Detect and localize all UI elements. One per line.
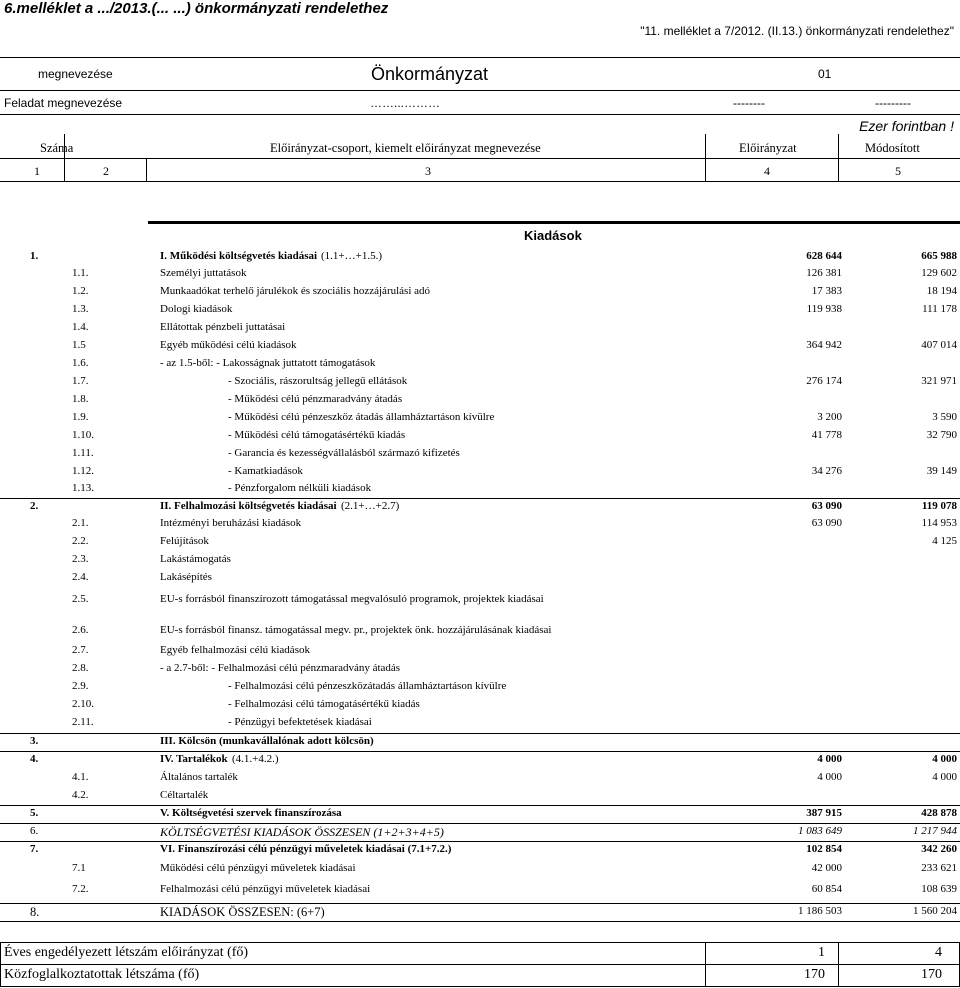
- row-value-eloiranyzat: 17 383: [811, 285, 842, 297]
- row-name: - a 2.7-ből: - Felhalmozási célú pénzmaradvány átadás: [160, 662, 401, 674]
- row-name: Általános tartalék: [160, 771, 238, 783]
- row-rule: [0, 498, 960, 499]
- row-name: KÖLTSÉGVETÉSI KIADÁSOK ÖSSZESEN (1+2+3+4+5): [160, 825, 444, 839]
- row-sub-number: 1.13.: [72, 482, 94, 494]
- row-main-number: 3.: [30, 735, 39, 747]
- onkormanyzat-name: Önkormányzat: [371, 64, 489, 84]
- row-sub-number: 2.7.: [72, 644, 89, 656]
- row-sub-number: 7.2.: [72, 883, 89, 895]
- row-sub-number: 2.8.: [72, 662, 89, 674]
- row-name: - Szociális, rászorultság jellegű ellátások: [228, 375, 408, 387]
- unit-note: Ezer forintban !: [859, 118, 954, 134]
- row-sub-number: 2.9.: [72, 680, 89, 692]
- row-value-modositott: 111 178: [922, 303, 957, 315]
- row-name: V. Költségvetési szervek finanszírozása: [160, 807, 342, 819]
- col-sep-4: [838, 134, 839, 181]
- footer-sep-2: [838, 942, 839, 986]
- row-name: Munkaadókat terhelő járulékok és szociális hozzájárulási adó: [160, 285, 431, 297]
- row-name: III. Kölcsön (munkavállalónak adott kölcsön): [160, 735, 374, 747]
- row-value-eloiranyzat: 1 083 649: [798, 825, 842, 837]
- footer-value-letszam-1: 1: [818, 945, 825, 960]
- row-name: Egyéb működési célú kiadások: [160, 339, 297, 351]
- row-name: EU-s forrásból finanszírozott támogatással megvalósuló programok, projektek kiadásai: [160, 593, 544, 605]
- row-name: - Működési célú támogatásértékű kiadás: [228, 429, 406, 441]
- row-main-number: 5.: [30, 807, 39, 819]
- row-sub-number: 1.7.: [72, 375, 89, 387]
- footer-sep-left: [0, 942, 1, 986]
- row-sub-number: 1.4.: [72, 321, 89, 333]
- document-title: 6.melléklet a .../2013.(... ...) önkormányzati rendelethez: [4, 0, 389, 17]
- row-main-number: 1.: [30, 250, 39, 262]
- row-value-eloiranyzat: 3 200: [817, 411, 842, 423]
- row-value-eloiranyzat: 41 778: [811, 429, 842, 441]
- row-value-modositott: 32 790: [926, 429, 957, 441]
- row-value-eloiranyzat: 126 381: [806, 267, 842, 279]
- row-rule: [0, 733, 960, 734]
- row-sub-number: 1.11.: [72, 447, 94, 459]
- row-value-eloiranyzat: 628 644: [806, 250, 842, 262]
- row-name: I. Működési költségvetés kiadásai: [160, 250, 318, 262]
- row-name: Egyéb felhalmozási célú kiadások: [160, 644, 310, 656]
- row-main-number: 2.: [30, 500, 39, 512]
- feladat-dots: ……...………: [370, 96, 441, 110]
- row-value-modositott: 428 878: [921, 807, 957, 819]
- row-name: Lakásépítés: [160, 571, 212, 583]
- footer-label-letszam: Éves engedélyezett létszám előirányzat (fő): [4, 945, 249, 960]
- row-name: Felhalmozási célú pénzügyi műveletek kiadásai: [160, 883, 371, 895]
- feladat-dash-1: --------: [733, 96, 765, 110]
- row-value-modositott: 3 590: [932, 411, 957, 423]
- row-rule: [0, 751, 960, 752]
- colnum-3: 3: [425, 164, 431, 178]
- row-value-eloiranyzat: 42 000: [811, 862, 842, 874]
- row-name: KIADÁSOK ÖSSZESEN: (6+7): [160, 905, 325, 919]
- row-value-eloiranyzat: 4 000: [817, 753, 842, 765]
- row-sub-number: 2.1.: [72, 517, 89, 529]
- row-name: - Felhalmozási célú támogatásértékű kiadás: [228, 698, 420, 710]
- row-name: - az 1.5-ből: - Lakosságnak juttatott támogatások: [160, 357, 376, 369]
- row-sub-number: 7.1: [72, 862, 86, 874]
- row-value-modositott: 407 014: [921, 339, 957, 351]
- row-value-eloiranyzat: 60 854: [811, 883, 842, 895]
- row-value-eloiranyzat: 364 942: [806, 339, 842, 351]
- colnum-5: 5: [895, 164, 901, 178]
- onkormanyzat-code: 01: [818, 67, 832, 81]
- footer-sep-1: [705, 942, 706, 986]
- header-rule-mid: [0, 90, 960, 91]
- reference-note: "11. melléklet a 7/2012. (II.13.) önkormányzati rendelethez": [640, 24, 954, 38]
- row-name: Működési célú pénzügyi műveletek kiadásai: [160, 862, 356, 874]
- row-name: - Pénzügyi befektetések kiadásai: [228, 716, 372, 728]
- row-name-suffix: (1.1+…+1.5.): [321, 250, 382, 262]
- row-value-modositott: 119 078: [921, 500, 957, 512]
- footer-rule-mid: [0, 964, 960, 965]
- row-name: IV. Tartalékok: [160, 753, 228, 765]
- megnevezes-label: megnevezése: [38, 67, 113, 81]
- row-sub-number: 2.3.: [72, 553, 89, 565]
- row-sub-number: 1.1.: [72, 267, 89, 279]
- row-name: - Működési célú pénzeszköz átadás államháztartáson kívülre: [228, 411, 495, 423]
- row-rule: [0, 841, 960, 842]
- footer-rule-bottom: [0, 986, 960, 987]
- row-value-modositott: 114 953: [921, 517, 957, 529]
- footer-label-kozfog: Közfoglalkoztatottak létszáma (fő): [4, 967, 200, 982]
- row-rule: [0, 823, 960, 824]
- colnum-4: 4: [764, 164, 770, 178]
- row-value-modositott: 665 988: [921, 250, 957, 262]
- row-value-eloiranyzat: 4 000: [817, 771, 842, 783]
- row-name: - Kamatkiadások: [228, 465, 303, 477]
- row-name: Intézményi beruházási kiadások: [160, 517, 302, 529]
- row-name-suffix: (2.1+…+2.7): [341, 500, 400, 512]
- row-name: Céltartalék: [160, 789, 209, 801]
- footer-rule-top: [0, 942, 960, 943]
- col-szama: Száma: [40, 141, 74, 155]
- colnum-1: 1: [34, 164, 40, 178]
- colnum-2: 2: [103, 164, 109, 178]
- row-value-eloiranyzat: 387 915: [806, 807, 842, 819]
- section-rule: [148, 221, 960, 224]
- row-main-number: 7.: [30, 843, 39, 855]
- row-value-modositott: 4 000: [932, 771, 957, 783]
- row-sub-number: 2.10.: [72, 698, 94, 710]
- row-value-eloiranyzat: 34 276: [811, 465, 842, 477]
- row-sub-number: 1.5: [72, 339, 86, 351]
- header-rule-top: [0, 57, 960, 58]
- row-value-modositott: 233 621: [921, 862, 957, 874]
- row-value-modositott: 18 194: [926, 285, 957, 297]
- row-main-number: 4.: [30, 753, 39, 765]
- row-name: - Pénzforgalom nélküli kiadások: [228, 482, 372, 494]
- row-value-modositott: 342 260: [921, 843, 957, 855]
- row-sub-number: 1.9.: [72, 411, 89, 423]
- row-value-modositott: 1 217 944: [913, 825, 957, 837]
- row-value-eloiranyzat: 276 174: [806, 375, 842, 387]
- row-name: - Felhalmozási célú pénzeszközátadás államháztartáson kívülre: [228, 680, 507, 692]
- row-name: Személyi juttatások: [160, 267, 247, 279]
- row-main-number: 6.: [30, 825, 39, 837]
- row-sub-number: 1.8.: [72, 393, 89, 405]
- row-name: II. Felhalmozási költségvetés kiadásai: [160, 500, 337, 512]
- row-value-modositott: 4 000: [932, 753, 957, 765]
- row-sub-number: 1.10.: [72, 429, 94, 441]
- row-sub-number: 2.2.: [72, 535, 89, 547]
- row-name: - Működési célú pénzmaradvány átadás: [228, 393, 403, 405]
- row-sub-number: 1.2.: [72, 285, 89, 297]
- row-value-modositott: 39 149: [926, 465, 957, 477]
- col-sep-2: [146, 158, 147, 181]
- row-value-eloiranyzat: 63 090: [811, 517, 842, 529]
- feladat-dash-2: ---------: [875, 96, 911, 110]
- row-name: Lakástámogatás: [160, 553, 231, 565]
- col-name: Előirányzat-csoport, kiemelt előirányzat megnevezése: [270, 141, 541, 155]
- row-name-suffix: (4.1.+4.2.): [232, 753, 279, 765]
- row-value-modositott: 4 125: [932, 535, 957, 547]
- col-sep-3: [705, 134, 706, 181]
- row-name: Felújítások: [160, 535, 209, 547]
- feladat-label: Feladat megnevezése: [4, 96, 123, 110]
- row-rule: [0, 903, 960, 904]
- row-main-number: 8.: [30, 905, 40, 919]
- row-rule: [0, 805, 960, 806]
- row-value-eloiranyzat: 119 938: [806, 303, 842, 315]
- row-sub-number: 1.6.: [72, 357, 89, 369]
- row-sub-number: 2.6.: [72, 624, 89, 636]
- header-rule-bottom: [0, 114, 960, 115]
- row-value-modositott: 1 560 204: [913, 905, 957, 917]
- row-value-eloiranyzat: 63 090: [811, 500, 842, 512]
- row-sub-number: 1.3.: [72, 303, 89, 315]
- row-value-eloiranyzat: 1 186 503: [798, 905, 842, 917]
- row-name: EU-s forrásból finansz. támogatással megv. pr., projektek önk. hozzájárulásának kiadásai: [160, 624, 552, 636]
- row-value-modositott: 108 639: [921, 883, 957, 895]
- colnum-rule: [0, 181, 960, 182]
- row-sub-number: 4.2.: [72, 789, 89, 801]
- row-name: Dologi kiadások: [160, 303, 233, 315]
- row-name: Ellátottak pénzbeli juttatásai: [160, 321, 286, 333]
- row-value-modositott: 321 971: [921, 375, 957, 387]
- table-bottom-rule: [0, 921, 960, 922]
- col-sep-1: [64, 134, 65, 181]
- row-sub-number: 2.5.: [72, 593, 89, 605]
- section-title: Kiadások: [524, 228, 582, 243]
- row-value-eloiranyzat: 102 854: [806, 843, 842, 855]
- row-sub-number: 4.1.: [72, 771, 89, 783]
- row-sub-number: 2.11.: [72, 716, 94, 728]
- row-value-modositott: 129 602: [921, 267, 957, 279]
- row-sub-number: 2.4.: [72, 571, 89, 583]
- row-name: - Garancia és kezességvállalásból származó kifizetés: [228, 447, 460, 459]
- footer-value-letszam-2: 4: [935, 945, 942, 960]
- row-sub-number: 1.12.: [72, 465, 94, 477]
- colhead-rule: [0, 158, 960, 159]
- col-modositott: Módosított: [865, 141, 920, 155]
- col-eloiranyzat: Előirányzat: [739, 141, 797, 155]
- footer-value-kozfog-2: 170: [921, 967, 942, 982]
- footer-value-kozfog-1: 170: [804, 967, 825, 982]
- row-name: VI. Finanszírozási célú pénzügyi műveletek kiadásai (7.1+7.2.): [160, 843, 452, 855]
